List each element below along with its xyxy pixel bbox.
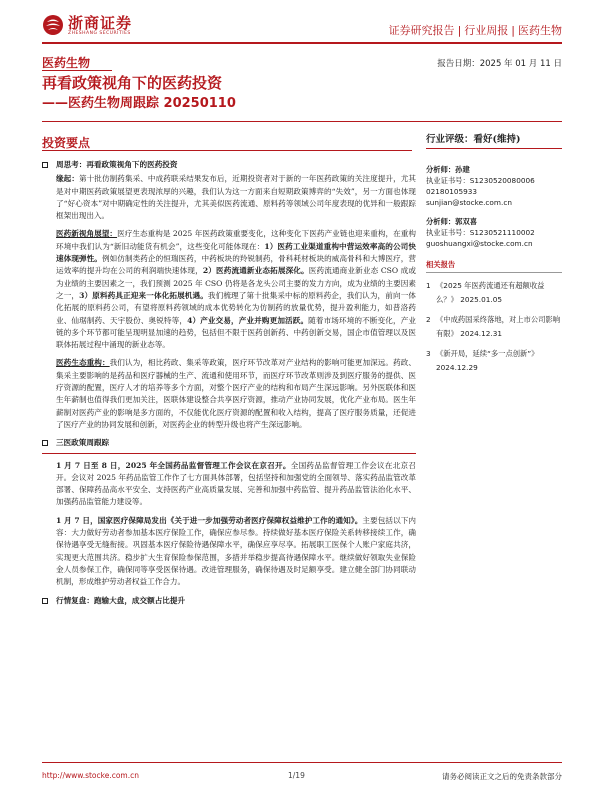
- bullet-weekly-thought: 周思考：再看政策视角下的医药投资: [42, 159, 416, 171]
- related-reports-title: 相关报告: [426, 260, 456, 269]
- main-content: [42, 156, 416, 607]
- related-reports-rule: [426, 272, 562, 273]
- company-logo: [42, 14, 132, 36]
- bullet-policy-tracking: 三医政策周跟踪: [42, 437, 416, 449]
- paragraph-ecosystem: 医药生态重构：我们认为，相比药政、集采等政策，医疗环节改革对产业结构的影响可能更加深远。药政、集采主要影响的是药品和医疗器械的生产、流通和使用环节，而医疗环节改革则涉及到医疗服务的提供、医疗资源的配置，医疗人才的培养等多个方面，对整个医疗产业的结构和布局产生深远影响。另外医联体和医生年薪制也值得我们更加关注，医联体建设整合共享医疗资源，推动产业协同发展，优化产业布局。医生年薪制对医药产业的影响是多方面的，不仅能优化医疗资源的配置和收入结构，提高了医疗服务质量，还促进了医疗产业的协同发展和创新，对医药企业的转型升级也将产生深远影响。: [56, 358, 417, 429]
- page-number: 1/19: [288, 771, 305, 780]
- industry-rating: 行业评级：看好(维持): [426, 134, 521, 145]
- title-rule: [42, 121, 562, 122]
- logo-name-cn: 浙商证券: [68, 13, 133, 32]
- crumb-report-type: 证券研究报告: [388, 24, 455, 37]
- square-bullet-icon: [42, 440, 48, 446]
- crumb-sector: 医药生物: [518, 24, 562, 37]
- analyst-1-phone: 02180105933: [426, 187, 478, 196]
- footer-website-link[interactable]: http://www.stocke.com.cn: [42, 771, 139, 780]
- analyst-1-cert: 执业证书号：S1230520080006: [426, 176, 535, 185]
- square-bullet-icon: [42, 598, 48, 604]
- analyst-1-name: 分析师：孙建: [426, 165, 470, 174]
- paragraph-origin: 缘起：第十批仿制药集采、中成药联采结果发布后，近期投资者对于新的一年医药政策的关注度提升，尤其是对中期医药政策展望更表现浓厚的兴趣，我们认为这一方面来自短期政策博弈的“失效”，另一方面也体现了“好心资本”对中期确定性的关注提升，尤其美似医药流通、原料药等领域公司年度表现的优异和一般跟踪框架出现出入。: [56, 174, 416, 221]
- header-rule: [42, 42, 562, 44]
- analyst-2-cert: 执业证书号：S1230521110002: [426, 228, 535, 237]
- related-report-item[interactable]: 3 《新开局，延续“多一点创新”》 2024.12.29: [426, 349, 539, 372]
- breadcrumb: 证券研究报告 | 行业周报 | 医药生物: [388, 24, 562, 37]
- paragraph-nmpa-meeting: 1 月 7 日至 8 日，2025 年全国药品监督管理工作会议在京召开。全国药品监督管理工作会议在北京召开。会议对 2025 年药品监管工作作了七方面具体部署，包括坚持和加强党的全面领导、落实药品监管改革部署、保障药品高水平安全、支持医药产业高质量发展、完善和加强中药监管、提升药品监管法治化水平、加强药品监管能力建设等。: [56, 460, 416, 507]
- section-heading-investment-points: 投资要点: [42, 136, 91, 150]
- logo-mark-icon: [42, 14, 64, 36]
- related-report-item[interactable]: 2 《中成药国采终落地，对上市公司影响有限》 2024.12.31: [426, 315, 561, 338]
- sector-underline: [42, 70, 112, 71]
- crumb-report-kind: 行业周报: [464, 24, 509, 37]
- report-title: [42, 72, 562, 122]
- title-sub: ——医药生物周跟踪 20250110: [42, 96, 236, 111]
- analyst-2-name: 分析师：郭双喜: [426, 217, 478, 226]
- square-bullet-icon: [42, 162, 48, 168]
- logo-name-en: ZHESHANG SECURITIES: [68, 30, 131, 36]
- report-date: 报告日期：2025 年 01 月 11 日: [437, 59, 562, 69]
- sector-label: 医药生物: [42, 56, 91, 70]
- disclaimer-note: 请务必阅读正文之后的免责条款部分: [442, 772, 562, 781]
- sidebar: [426, 134, 562, 375]
- rating-rule: [426, 148, 562, 149]
- bullet-market-review: 行情复盘：跑输大盘，成交额占比提升: [42, 595, 416, 607]
- analyst-1-email[interactable]: sunjian@stocke.com.cn: [426, 198, 512, 207]
- section-heading-rule: [42, 150, 412, 151]
- paragraph-new-perspective: 医药新视角展望：医疗生态重构是 2025 年医药政策重要变化，这种变化下医药产业链也迎来重构，在重构环境中我们认为“新旧动能货有机会”，这些变化可能体现在：1）医药工业渠道重构中营运效率高的公司快速体现弹性。例如仿制类药企的恒瑞医药，中药板块的羚锐制药，骨科耗材板块的威高骨科和大博医疗，营运效率的提升均在公司的利润端快速体现，2）医药流通新业态拓展深化。医药流通商业新业态 CSO 成或为业绩的主要因素之一，我们预测 2025 年 CSO 仍将是各龙头公司主要的发力方向，成为业绩的主要因素之一，3）原料药具正迎来一体化拓展机遇。我们梳理了第十批集采中标的原料药企，我们认为，前向一体化拓展的原料药公司，有望将原料药领域的成本优势转化为仿制药的放量优势，提升盈利能力，如普洛药业、仙琚制药、天宇股份、奥锐特等，4）产业交易，产业并购更加活跃。随着市场环境的不断变化，产业链的多个环节都可能呈现明显加速的趋势，包括但不限于医药创新药、中药创新交易，国企市值管理以及医联体拓展过程中涌现的新业态等。: [56, 229, 417, 350]
- footer-rule: [42, 762, 562, 763]
- analyst-2-email[interactable]: guoshuangxi@stocke.com.cn: [426, 239, 533, 248]
- related-report-item[interactable]: 1 《2025 年医药流通还有超额收益么？》 2025.01.05: [426, 281, 545, 304]
- title-main: 再看政策视角下的医药投资: [42, 74, 223, 92]
- divider: [42, 453, 416, 454]
- paragraph-nhsa-notice: 1 月 7 日，国家医疗保障局发出《关于进一步加强劳动者医疗保障权益维护工作的通知》。主要包括以下内容：大力做好劳动者参加基本医疗保险工作，确保应参尽参。持续做好基本医疗保险关系转移接续工作，确保待遇享受无缝衔接。巩固基本医疗保险待遇保障水平，确保应享尽享。拓展职工医保个人账户家庭共济，实现更大范围共济。稳步扩大生育保险参保范围，多措并举稳步提高待遇保障水平。继续做好领取失业保险金人员参保工作，确保同等享受医保待遇。改进管理服务，确保待遇及时足额享受。建立健全部门协同联动机制，形成维护劳动者权益工作合力。: [56, 515, 417, 587]
